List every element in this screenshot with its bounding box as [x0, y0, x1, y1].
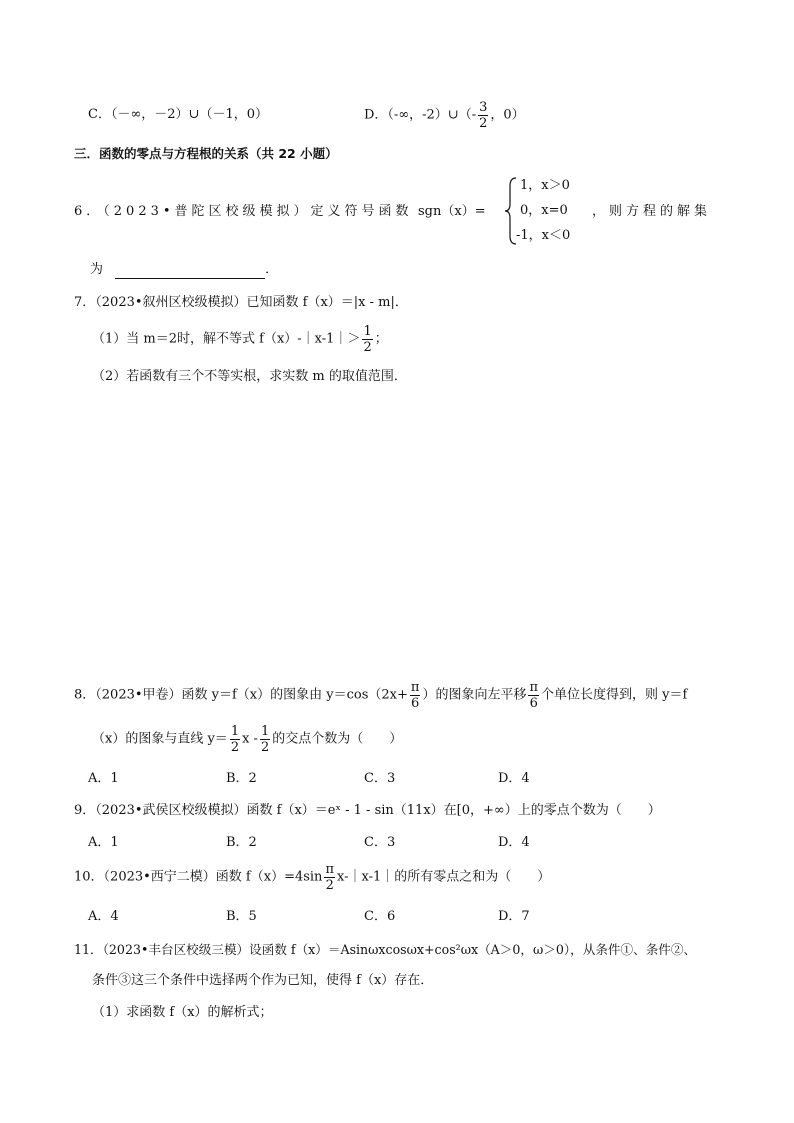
q7-fraction	[362, 324, 372, 355]
q9-option-c: C．3	[364, 835, 396, 850]
q8-option-c: C．3	[364, 771, 396, 786]
q11-line1: 11．（2023•丰台区校级三模）设函数 f（x）＝Asinωxcosωx+cos²ωx（A＞0，ω＞0），从条件①、条件②、	[74, 942, 697, 957]
q10-option-b: B．5	[226, 909, 257, 924]
q9-option-a: A．1	[88, 835, 119, 850]
q10-fraction	[324, 862, 335, 893]
option-d-fraction	[478, 100, 488, 131]
q6-suffix: ，则方程的解集	[592, 204, 712, 219]
q8-l1-c: 个单位长度得到，则 y＝f	[541, 687, 688, 703]
fraction-numerator: 1	[260, 724, 270, 739]
fraction-denominator: 2	[230, 740, 240, 755]
fraction-numerator: 1	[363, 324, 372, 339]
q8-line1	[74, 680, 687, 711]
option-d-prefix: D．（-∞，-2）∪（-	[364, 107, 477, 123]
q7-stem: 7．（2023•叙州区校级模拟）已知函数 f（x）＝|x - m|．	[74, 295, 408, 310]
q6-line2-suffix: ．	[265, 262, 279, 277]
q6-prefix: 6．（2023•普陀区校级模拟）定义符号函数	[74, 204, 413, 219]
q8-fraction-3	[230, 724, 240, 755]
fraction-denominator: 2	[325, 878, 334, 893]
fraction-denominator: 2	[260, 740, 270, 755]
q10-prefix: 10．（2023•西宁二模）函数 f（x）=4sin	[74, 869, 323, 885]
q8-l2-c: 的交点个数为（ ）	[272, 731, 403, 747]
option-c-q5: C．（－∞，－2）∪（－1，0）	[88, 107, 268, 122]
answer-blank	[115, 264, 265, 279]
q8-l2-b: x -	[242, 731, 258, 747]
q10-option-d: D．7	[498, 909, 530, 924]
q8-line2	[92, 724, 402, 755]
q8-option-b: B．2	[226, 771, 257, 786]
q6-function-name: sgn（x）=	[418, 204, 486, 219]
fraction-numerator: π	[410, 680, 420, 695]
q9-stem: 9．（2023•武侯区校级模拟）函数 f（x）＝eˣ - 1 - sin（11x）在[0，+∞）上的零点个数为（ ）	[74, 803, 661, 818]
section-title: 三．函数的零点与方程根的关系（共 22 小题）	[74, 146, 338, 161]
option-d-q5	[364, 100, 525, 131]
piecewise-case-2: 0，x=0	[520, 203, 568, 218]
q8-fraction-2	[528, 680, 539, 711]
q8-option-a: A．1	[88, 771, 119, 786]
q10-stem	[74, 862, 550, 893]
q10-option-c: C．6	[364, 909, 396, 924]
fraction-numerator: π	[325, 862, 334, 877]
fraction-numerator: 3	[479, 100, 488, 115]
q11-line2: 条件③这三个条件中选择两个作为已知，使得 f（x）存在．	[92, 973, 434, 988]
q6-line2-prefix: 为	[90, 262, 104, 277]
option-d-suffix: ，0）	[490, 107, 525, 123]
q7-part1-suffix: ；	[374, 331, 388, 347]
q7-part1-prefix: （1）当 m＝2时，解不等式 f（x）-｜x-1｜＞	[92, 331, 361, 347]
q8-l1-a: 8．（2023•甲卷）函数 y＝f（x）的图象由 y＝cos（2x+	[74, 687, 408, 703]
q7-part2: （2）若函数有三个不等实根，求实数 m 的取值范围．	[92, 369, 407, 384]
q10-option-a: A．4	[88, 909, 119, 924]
q7-part1	[92, 324, 388, 355]
fraction-numerator: π	[529, 680, 539, 695]
fraction-denominator: 6	[411, 696, 420, 711]
piecewise-case-3: -1，x＜0	[516, 228, 571, 243]
q8-l1-b: ）的图象向左平移	[422, 687, 527, 703]
piecewise-case-1: 1，x＞0	[520, 178, 570, 193]
fraction-denominator: 2	[363, 340, 372, 355]
fraction-denominator: 6	[529, 696, 538, 711]
q6-answer-line	[90, 261, 278, 279]
fraction-denominator: 2	[479, 116, 488, 131]
q8-fraction-1	[410, 680, 421, 711]
q8-option-d: D．4	[498, 771, 530, 786]
q8-fraction-4	[260, 724, 270, 755]
fraction-numerator: 1	[230, 724, 240, 739]
q10-suffix: x-｜x-1｜的所有零点之和为（ ）	[336, 869, 551, 885]
q9-option-b: B．2	[226, 835, 257, 850]
q9-option-d: D．4	[498, 835, 530, 850]
q8-l2-a: （x）的图象与直线 y＝	[92, 731, 228, 747]
q11-part1: （1）求函数 f（x）的解析式；	[92, 1005, 273, 1020]
